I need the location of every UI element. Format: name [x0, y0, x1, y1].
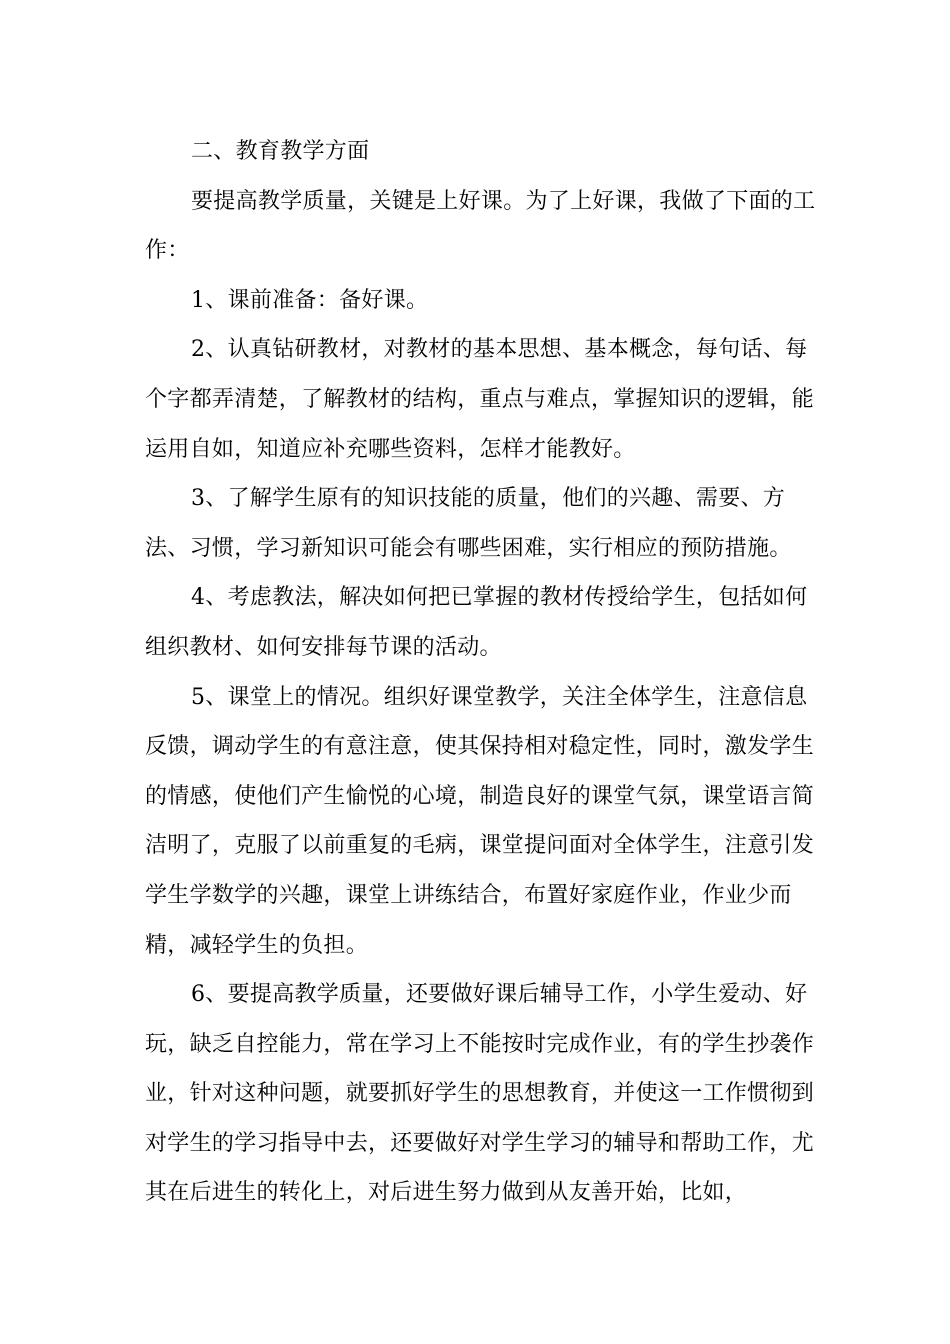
document-body — [145, 127, 825, 1218]
paragraph-item-3: 3、了解学生原有的知识技能的质量，他们的兴趣、需要、方法、习惯，学习新知识可能会有哪些困难，实行相应的预防措施。 — [145, 486, 792, 561]
paragraph-item-6: 6、要提高教学质量，还要做好课后辅导工作，小学生爱动、好玩，缺乏自控能力，常在学习上不能按时完成作业，有的学生抄袭作业，针对这种问题，就要抓好学生的思想教育，并使这一工作惯彻到对学生的学习指导中去，还要做好对学生学习的辅导和帮助工作，尤其在后进生的转化上，对后进生努力做到从友善开始，比如， — [145, 982, 815, 1206]
paragraph-item-1: 1、课前准备：备好课。 — [191, 287, 429, 313]
paragraph-item-2: 2、认真钻研教材，对教材的基本思想、基本概念，每句话、每个字都弄清楚，了解教材的结构，重点与难点，掌握知识的逻辑，能运用自如，知道应补充哪些资料，怎样才能教好。 — [145, 337, 815, 462]
paragraph-item-4: 4、考虑教法，解决如何把已掌握的教材传授给学生，包括如何组织教材、如何安排每节课的活动。 — [145, 585, 808, 660]
section-heading: 二、教育教学方面 — [191, 139, 370, 164]
paragraph-intro: 要提高教学质量，关键是上好课。为了上好课，我做了下面的工作： — [145, 188, 816, 264]
paragraph-item-5: 5、课堂上的情况。组织好课堂教学，关注全体学生，注意信息反馈，调动学生的有意注意，使其保持相对稳定性，同时，激发学生的情感，使他们产生愉悦的心境，制造良好的课堂气氛，课堂语言简洁明了，克服了以前重复的毛病，课堂提问面对全体学生，注意引发学生学数学的兴趣，课堂上讲练结合，布置好家庭作业，作业少而精，减轻学生的负担。 — [145, 684, 815, 958]
